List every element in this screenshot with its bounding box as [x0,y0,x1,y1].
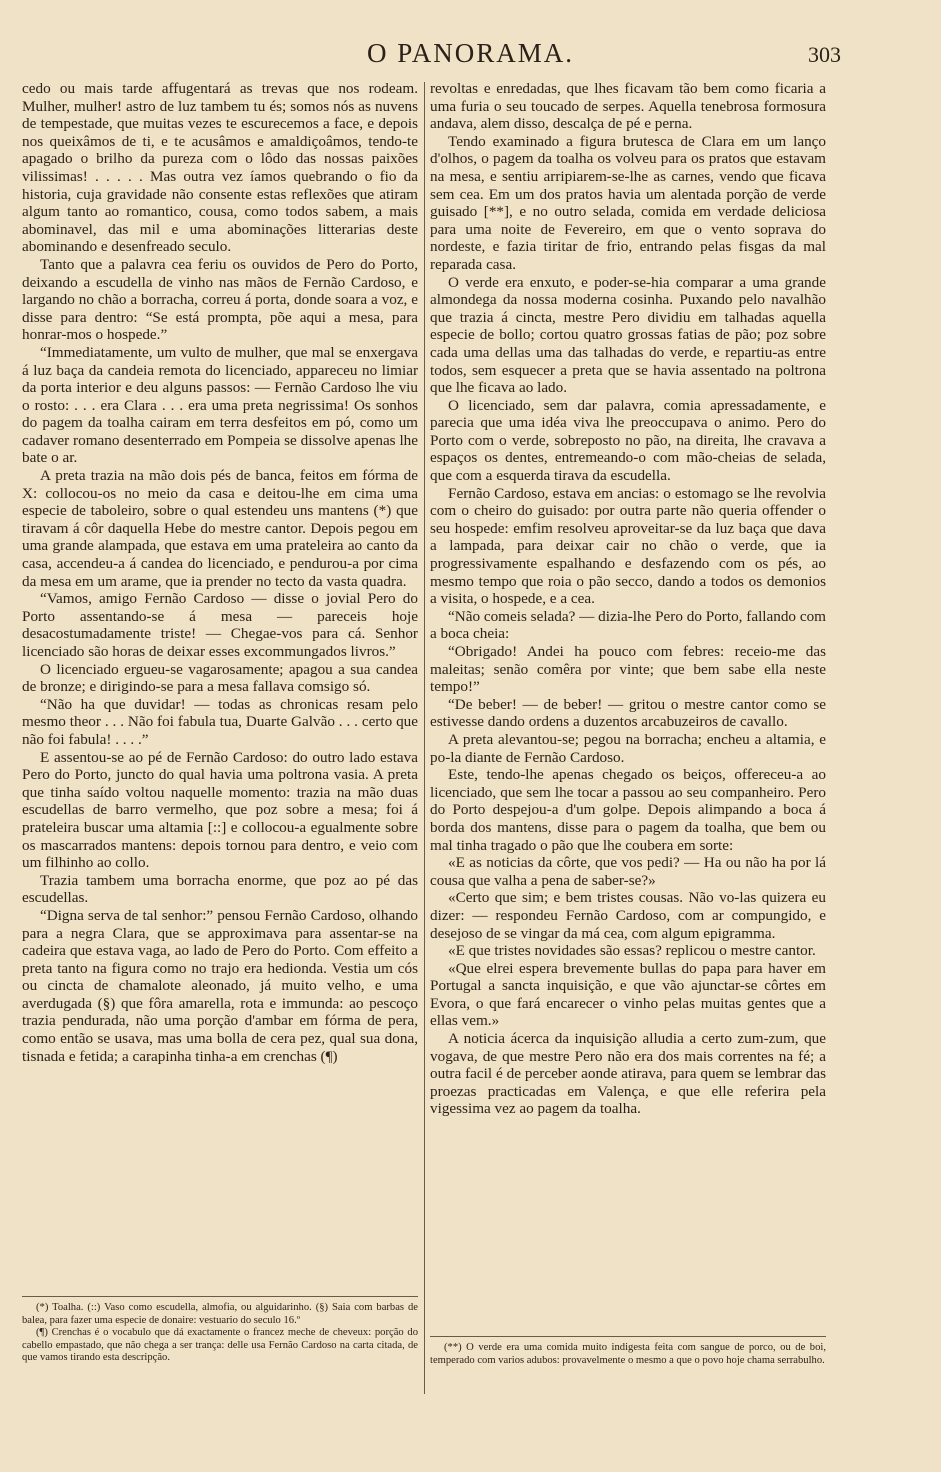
paragraph: E assentou-se ao pé de Fernão Cardoso: do outro lado estava Pero do Porto, juncto do qual havia uma poltrona vasia. A preta que tinha saído voltou naquelle momento: trazia na mão duas escudellas de barro vermelho, que poz sobre a mesa; foi á prateleira buscar uma altamia [::] e collocou-a egualmente sobre os mascarrados mantens: depois tornou para dentro, e veio com um filhinho ao collo. [22,748,418,872]
footnote-rule [430,1336,826,1337]
paragraph: Fernão Cardoso, estava em ancias: o estomago se lhe revolvia com o cheiro do guisado: por outra parte não queria offender o seu hospede: emfim resolveu aproveitar-se da luz baça que dava a lampada, para deixar cair no chão o verde, que ia progressivamente espalhando e desfazendo com os pés, ao mesmo tempo que roia o pão secco, dando a todos os demonios a visita, o hospede, e a cea. [430,484,826,608]
page-number: 303 [808,42,841,67]
paragraph: Este, tendo-lhe apenas chegado os beiços, offereceu-a ao licenciado, que sem lhe tocar a passou ao seu companheiro. Pero do Porto despejou-a d'um golpe. Depois alimpando a boca á borda dos mantens, disse para o pagem da toalha, que bem ou mal tinha tragado o pão que lhe coubera em sorte: [430,766,826,854]
paragraph: O verde era enxuto, e poder-se-hia comparar a uma grande almondega da nossa moderna cosinha. Puxando pelo navalhão que trazia á cincta, mestre Pero dividiu em talhadas aquella especie de bollo; cortou quatro grossas fatias de pão; poz sobre cada uma dellas uma das talhadas do verde, e repartiu-as entre todos, sem esquecer a preta que se havia assentado na poltrona que lhe ficava ao lado. [430,273,826,397]
column-divider [424,82,425,1394]
paragraph: “Não ha que duvidar! — todas as chronicas resam pelo mesmo theor . . . Não foi fabula tua, Duarte Galvão . . . certo que não foi fabula! . . . .” [22,695,418,748]
page-header [0,38,941,78]
footnote: (**) O verde era uma comida muito indigesta feita com sangue de porco, ou de boi, temperado com varios adubos: provavelmente o mesmo a que o povo hoje chama serrabulho. [430,1342,826,1366]
paragraph: A preta alevantou-se; pegou na borracha; encheu a altamia, e po-la diante de Fernão Cardoso. [430,730,826,766]
paragraph: “Vamos, amigo Fernão Cardoso — disse o jovial Pero do Porto assentando-se á mesa — pareceis hoje desacostumadamente triste! — Chegae-vos para cá. Senhor licenciado são horas de deixar esses excommungados livros.” [22,590,418,660]
paragraph: O licenciado ergueu-se vagarosamente; apagou a sua candea de bronze; e dirigindo-se para a mesa fallava comsigo só. [22,660,418,696]
footnote: (¶) Crenchas é o vocabulo que dá exactamente o francez meche de cheveux: porção do cabello empastado, que não chega a ser trança: delle usa Fernão Cardoso na carta citada, de que vamos tirando esta descripção. [22,1327,418,1364]
paragraph: “Digna serva de tal senhor:” pensou Fernão Cardoso, olhando para a negra Clara, que se approximava para assentar-se na cadeira que estava vaga, ao lado de Pero do Porto. Com effeito a preta tanto na figura como no trajo era hedionda. Vestia um cós ou cincta de chamalote aleonado, já muito velho, e uma averdugada (§) que fôra amarella, rota e immunda: ao pescoço trazia pendurada, não uma porção d'ambar em fórma de pera, como então se usava, mas uma bolla de cera pez, qual sua dona, tisnada e fetida; a carapinha tinha-a em crenchas (¶) [22,906,418,1065]
paragraph: revoltas e enredadas, que lhes ficavam tão bem como ficaria a uma furia o seu toucado de serpes. Aquella tenebrosa formosura andava, alem disso, descalça de pé e perna. [430,80,826,133]
footnote: (*) Toalha. (::) Vaso como escudella, almofia, ou alguidarinho. (§) Saia com barbas de balea, para fazer uma especie de donaire: vestuario do seculo 16.º [22,1302,418,1326]
paragraph: «Que elrei espera brevemente bullas do papa para haver em Portugal a sancta inquisição, e que vão ajunctar-se côrtes em Evora, o que fará encarecer o vinho pelas muitas gentes que a ellas vem.» [430,959,826,1030]
paragraph: Trazia tambem uma borracha enorme, que poz ao pé das escudellas. [22,871,418,907]
paragraph: O licenciado, sem dar palavra, comia apressadamente, e parecia que uma idéa viva lhe preoccupava o animo. Pero do Porto com o verde, sobreposto no pão, na direita, lhe cravava a espaços os dentes, entremeando-o com mão-cheias de selada, que com a esquerda tirava da escudella. [430,396,826,485]
paragraph: “Obrigado! Andei ha pouco com febres: receio-me das maleitas; senão comêra por vinte; que bem sabe ella neste tempo!” [430,643,826,696]
left-column [22,80,418,1065]
right-column [430,80,826,1118]
left-footnotes [22,1296,418,1365]
paragraph: “De beber! — de beber! — gritou o mestre cantor como se estivesse dando ordens a duzentos arcabuzeiros de cavallo. [430,695,826,731]
footnote-rule [22,1296,418,1297]
paragraph: Tanto que a palavra cea feriu os ouvidos de Pero do Porto, deixando a escudella de vinho nas mãos de Fernão Cardoso, e largando no chão a borracha, correu á porta, donde soara a voz, e disse para dentro: “Se está prompta, põe aqui a mesa, para honrar-mos o hospede.” [22,255,418,344]
paragraph: Tendo examinado a figura brutesca de Clara em um lanço d'olhos, o pagem da toalha os volveu para os pratos que estavam na mesa, e sentiu arripiarem-se-lhe as carnes, vendo que ficava sem cea. Em um dos pratos havia um alentada porção de verde guisado [**], e no outro selada, comida em verdade deliciosa para uma noite de Fevereiro, em que o vento soprava do nordeste, e fazia tiritar de frio, entrando pelas fisgas da mal reparada casa. [430,132,826,273]
paragraph: A preta trazia na mão dois pés de banca, feitos em fórma de X: collocou-os no meio da casa e deitou-lhe em cima uma especie de taboleiro, sobre o qual estendeu uns mantens (*) que tiravam á côr daquella Hebe do mestre cantor. Depois pegou em uma grande alampada, que estava em uma prateleira ao canto da casa, accendeu-a á candea do licenciado, e pendurou-a por cima da mesa em um arame, que ia prender no tecto da vasta quadra. [22,467,418,590]
paragraph: “Não comeis selada? — dizia-lhe Pero do Porto, fallando com a boca cheia: [430,607,826,643]
paragraph: “Immediatamente, um vulto de mulher, que mal se enxergava á luz baça da candeia remota do licenciado, appareceu no limiar da porta interior e deu alguns passos: — Fernão Cardoso lhe viu o rosto: . . . era Clara . . . era uma preta negrissima! Os sonhos do pagem da toalha cairam em terra desfeitos em pó, como um cadaver romano desenterrado em Pompeia se dissolve apenas lhe bate o ar. [22,343,418,467]
right-footnotes [430,1336,826,1367]
paragraph: cedo ou mais tarde affugentará as trevas que nos rodeam. Mulher, mulher! astro de luz tambem tu és; somos nós as nuvens de tempestade, que muitas vezes te escurecemos a face, e depois nos queixâmos de ti, e te acusâmos e amaldiçoâmos, tendo-te apagado o brilho da pureza com o lôdo das nossas paixões vilissimas! . . . . . Mas outra vez íamos quebrando o fio da historia, cuja gravidade não consente estas reflexões que atiram algum tanto ao romantico, cousa, como todos sabem, a mais abominavel, das mil e uma abominações litterarias deste abominando e desenfreado seculo. [22,80,418,256]
paragraph: «E as noticias da côrte, que vos pedi? — Ha ou não ha por lá cousa que valha a pena de saber-se?» [430,854,826,889]
paragraph: «Certo que sim; e bem tristes cousas. Não vo-las quizera eu dizer: — respondeu Fernão Cardoso, com ar compungido, e desejoso de se vingar da má cea, com algum epigramma. [430,889,826,942]
journal-title: O PANORAMA. [366,38,575,68]
paragraph: A noticia ácerca da inquisição alludia a certo zum-zum, que vogava, de que mestre Pero não era dos mais correntes na fé; a outra facil é de perceber aonde atirava, para quem se lembrar das proezas practicadas em Valença, e que elle referira pela vigessima vez ao pagem da toalha. [430,1030,826,1118]
paragraph: «E que tristes novidades são essas? replicou o mestre cantor. [448,942,816,960]
